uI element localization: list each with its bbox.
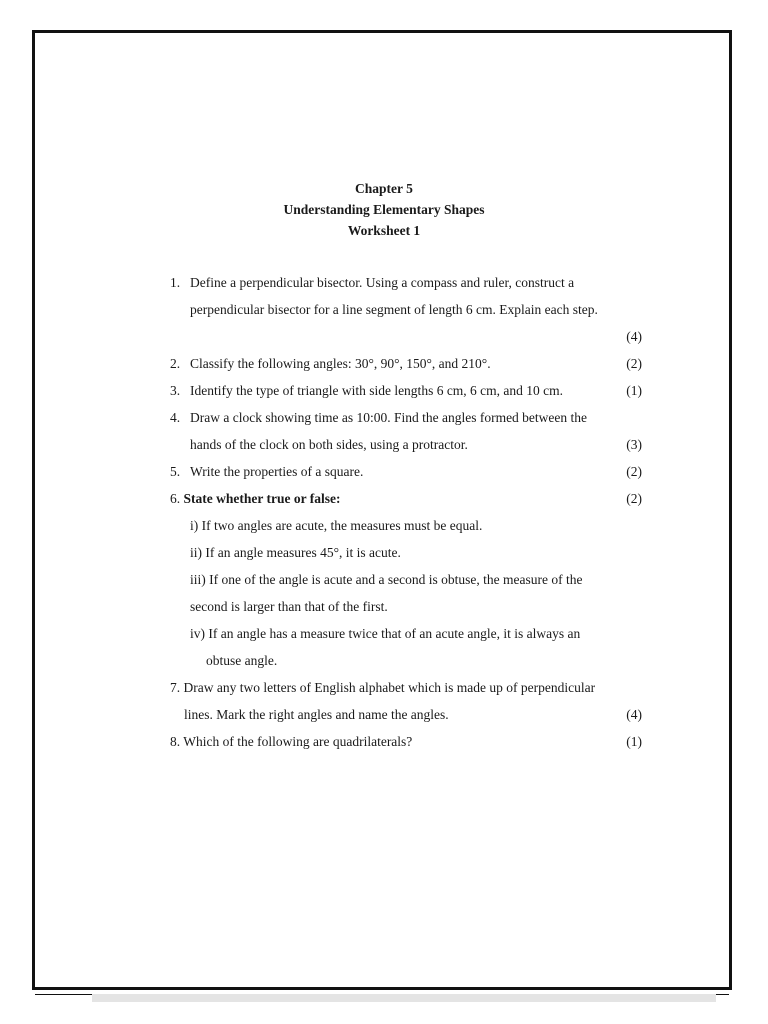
question-number: 8. [170,734,181,749]
question-6 [170,491,340,507]
question-8 [170,734,412,750]
question-6-subitem-iv-continued: obtuse angle. [206,653,278,668]
worksheet-label: Worksheet 1 [347,223,421,238]
footer-strip [92,994,716,1002]
question-6-marks: (2) [626,491,642,506]
question-6-subitem-i: i) If two angles are acute, the measures must be equal. [190,518,483,533]
page-border [32,30,732,990]
question-text: Define a perpendicular bisector. Using a compass and ruler, construct a [190,275,575,290]
question-7 [170,680,595,696]
question-text: Which of the following are quadrilaterals? [183,734,413,749]
question-text: Classify the following angles: 30°, 90°, 150°, and 210°. [190,356,491,371]
question-number: 2. [170,356,181,371]
question-2-marks: (2) [626,356,642,371]
question-7-marks: (4) [626,707,642,722]
question-text: Draw any two letters of English alphabet which is made up of perpendicular [183,680,596,695]
question-6-subitem-iv: iv) If an angle has a measure twice that of an acute angle, it is always an [190,626,581,641]
question-6-subitem-ii: ii) If an angle measures 45°, it is acute. [190,545,401,560]
chapter-heading: Chapter 5 [355,181,413,196]
question-text: Write the properties of a square. [190,464,364,479]
question-1-continued: perpendicular bisector for a line segment of length 6 cm. Explain each step. [190,302,598,317]
question-number: 4. [170,410,181,425]
question-5-marks: (2) [626,464,642,479]
question-number: 1. [170,275,181,290]
question-8-marks: (1) [626,734,642,749]
question-1 [170,275,574,291]
question-5 [170,464,363,480]
question-3-marks: (1) [626,383,642,398]
question-number: 3. [170,383,181,398]
question-4 [170,410,587,426]
question-number: 7. [170,680,181,695]
question-2 [170,356,491,372]
question-1-marks: (4) [626,329,642,344]
chapter-title: Understanding Elementary Shapes [283,202,485,217]
question-number: 6. [170,491,181,506]
question-4-marks: (3) [626,437,642,452]
question-6-subitem-iii: iii) If one of the angle is acute and a second is obtuse, the measure of the [190,572,583,587]
question-6-subitem-iii-continued: second is larger than that of the first. [190,599,388,614]
question-text: State whether true or false: [183,491,341,506]
question-text: Identify the type of triangle with side lengths 6 cm, 6 cm, and 10 cm. [190,383,564,398]
question-number: 5. [170,464,181,479]
question-4-continued: hands of the clock on both sides, using a protractor. [190,437,468,452]
question-7-continued: lines. Mark the right angles and name the angles. [184,707,449,722]
question-text: Draw a clock showing time as 10:00. Find the angles formed between the [190,410,588,425]
worksheet-header [0,178,768,241]
question-3 [170,383,563,399]
